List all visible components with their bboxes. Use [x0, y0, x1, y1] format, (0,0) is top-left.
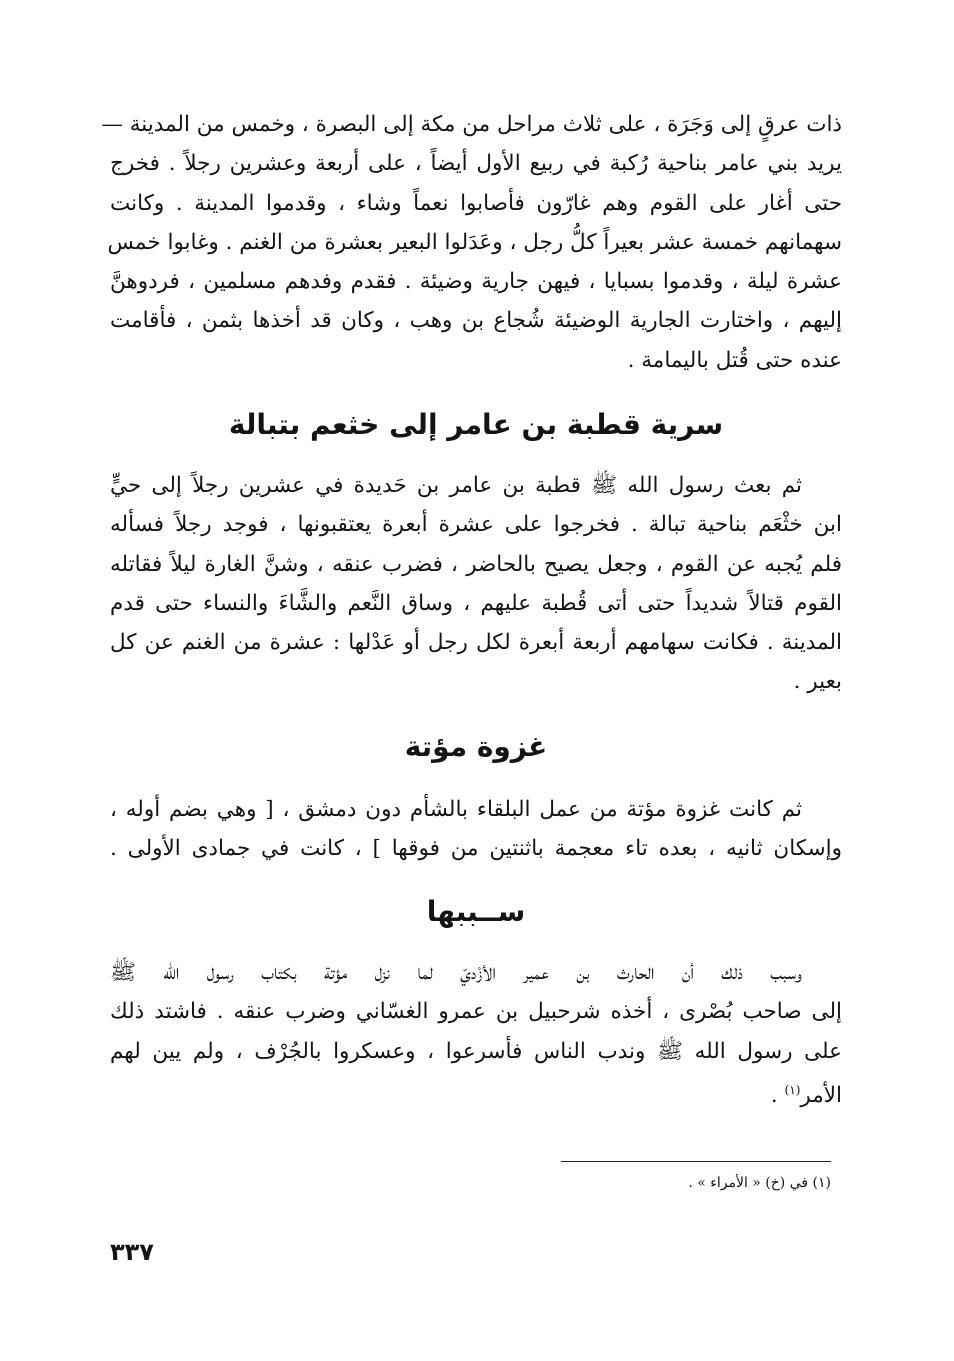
section-heading: سرية قطبة بن عامر إلى خثعم بتبالة: [228, 408, 724, 441]
footnote: (١) في (خ) « الأمراء » .: [688, 1175, 831, 1191]
text-line: حتى أغار على القوم وهم غارّون فأصابوا نعماً وشاء ، وقدموا المدينة . وكانت: [110, 190, 842, 216]
paragraph-2: [110, 466, 842, 702]
paragraph-1: [101, 105, 842, 380]
paragraph-4: [110, 953, 842, 1115]
footnote-divider: [561, 1161, 831, 1162]
text-line: وسبب ذلك أن الحارث بن عمير الأزْديّ لما نزل مؤتة بكتاب رسول الله ﷺ: [110, 960, 802, 985]
text-line: [110, 1071, 842, 1115]
page-number: ٣٣٧: [110, 1238, 154, 1266]
text-line: المدينة . فكانت سهامهم أربعة أبعرة لكل رجل أو عَدْلها : عشرة من الغنم عن كل: [110, 630, 842, 656]
text-line: ابن خثْعَم بناحية تبالة . فخرجوا على عشرة أبعرة يعتقبونها ، فوجد رجلاً فسأله: [110, 512, 842, 538]
text-line: على رسول الله ﷺ وندب الناس فأسرعوا ، وعسكروا بالجُرْف ، ولم يين لهم: [110, 1038, 842, 1064]
text-line: ثم بعث رسول الله ﷺ قطبة بن عامر بن حَديدة في عشرين رجلاً إلى حيٍّ: [110, 473, 802, 498]
text-line: يريد بني عامر بناحية رُكبة في ربيع الأول أيضاً ، على أربعة وعشرين رجلاً . فخرج: [110, 151, 842, 177]
text-line: عشرة ليلة ، وقدموا بسبايا ، فيهن جارية وضيئة . فقدم وفدهم مسلمين ، فردوهنَّ: [110, 269, 842, 295]
text-line: ثم كانت غزوة مؤتة من عمل البلقاء بالشأم دون دمشق ، [ وهي بضم أوله ،: [110, 797, 802, 822]
text-line: القوم قتالاً شديداً حتى أتى قُطبة عليهم ، وساق النَّعم والشَّاءَ والنساء حتى قدم: [110, 590, 842, 616]
text-fragment: الأمر: [800, 1083, 842, 1109]
text-line: إليهم ، واختارت الجارية الوضيئة شُجاع بن وهب ، وكان قد أخذها بثمن ، فأقامت: [110, 308, 842, 334]
text-line: إلى صاحب بُصْرى ، أخذه شرحبيل بن عمرو الغسّاني وضرب عنقه . فاشتد ذلك: [110, 999, 842, 1025]
text-line: فلم يُجبه عن القوم ، وجعل يصيح بالحاضر ، فضرب عنقه ، وشنَّ الغارة ليلاً فقاتله: [110, 551, 842, 577]
text-fragment: .: [770, 1083, 785, 1109]
text-line: عنده حتى قُتل باليمامة .: [627, 347, 842, 373]
paragraph-3: [110, 790, 842, 869]
text-line: وإسكان ثانيه ، بعده تاء معجمة باثنتين من فوقها ] ، كانت في جمادى الأولى .: [110, 836, 842, 862]
section-heading: ســببها: [426, 895, 526, 928]
text-line: بعير .: [793, 669, 842, 695]
section-heading: غزوة مؤتة: [404, 730, 548, 763]
footnote-marker: (١): [784, 1082, 801, 1097]
text-line: سهمانهم خمسة عشر بعيراً كلُّ رجل ، وعَدَلوا البعير بعشرة من الغنم . وغابوا خمس: [107, 229, 842, 255]
text-line: ذات عرقٍ إلى وَجَرَة ، على ثلاث مراحل من مكة إلى البصرة ، وخمس من المدينة —: [101, 112, 842, 137]
